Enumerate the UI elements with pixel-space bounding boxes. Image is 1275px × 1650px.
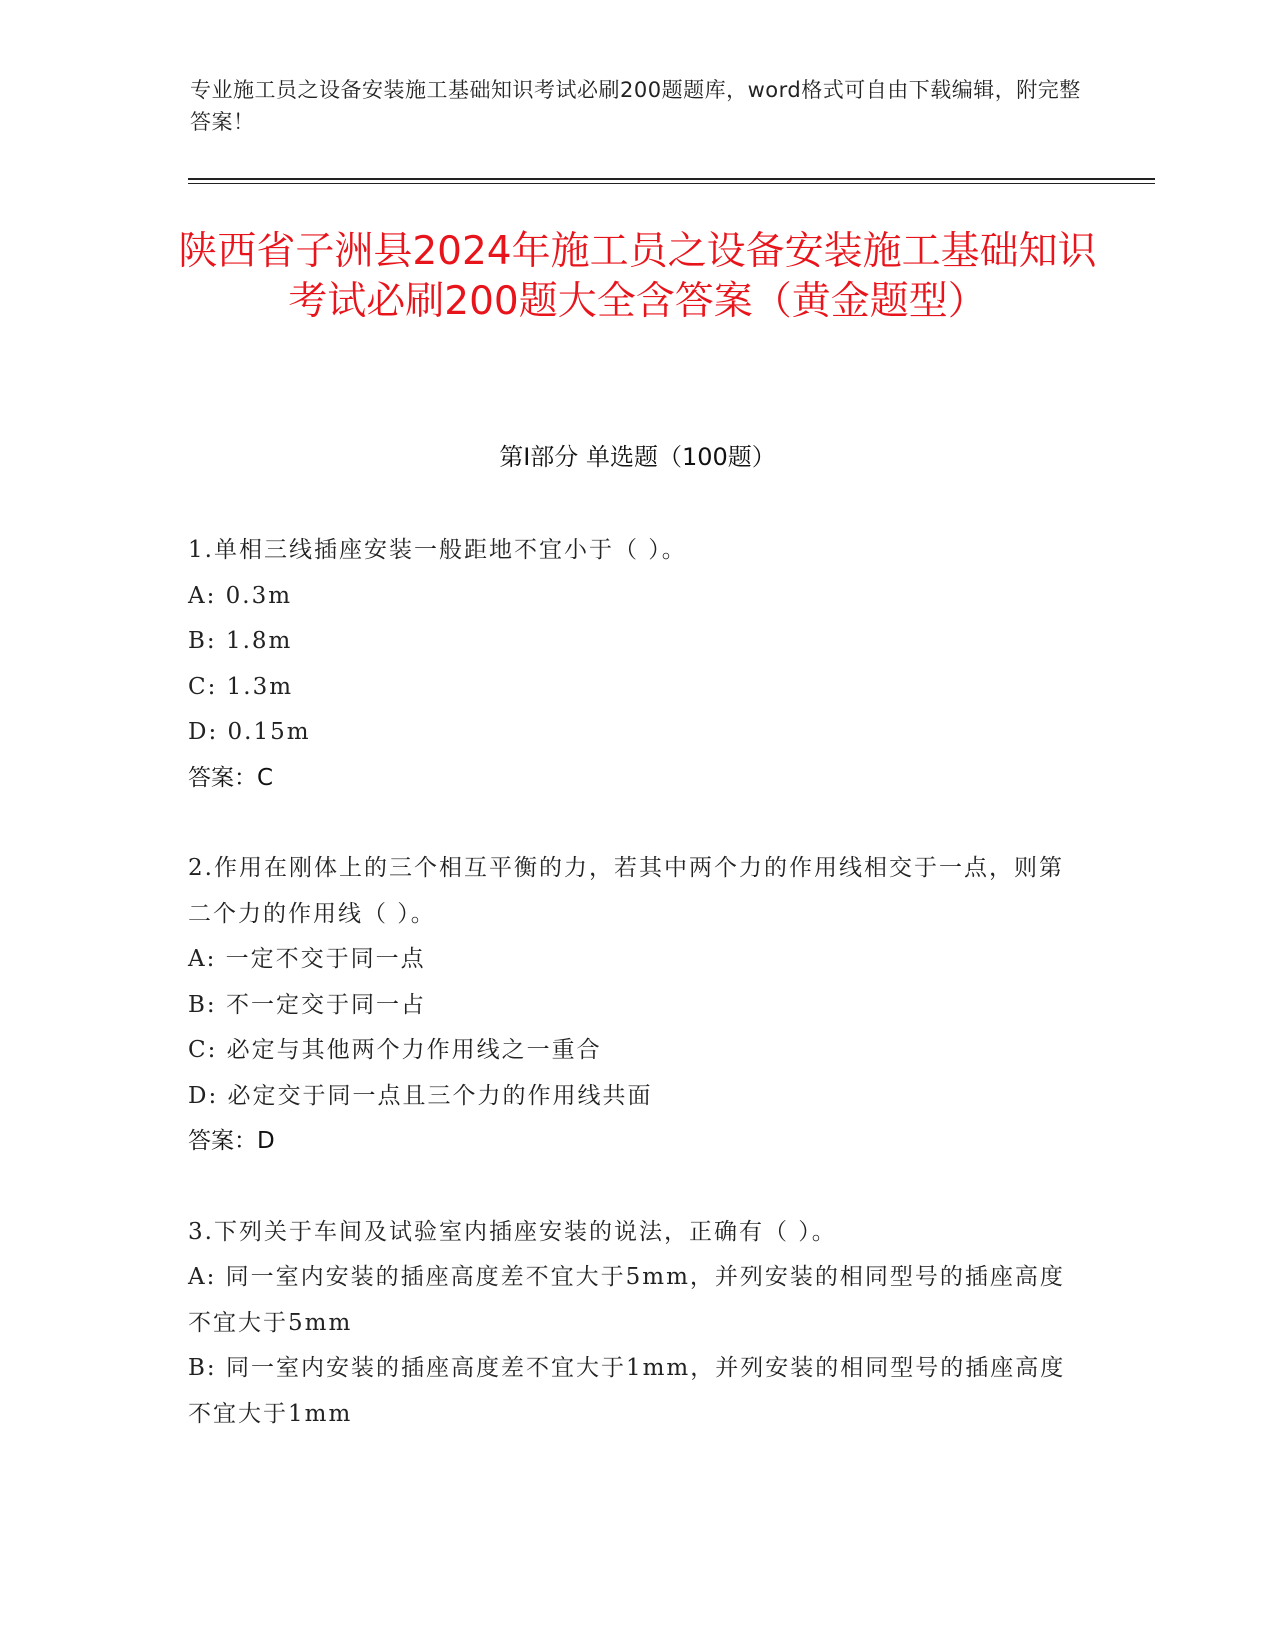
option-b: B: 不一定交于同一占 xyxy=(188,991,426,1018)
option-b: B: 同一室内安装的插座高度差不宜大于1mm，并列安装的相同型号的插座高度不宜大于1mm xyxy=(188,1355,1066,1427)
answer: 答案：C xyxy=(188,764,274,791)
option-a: A: 0.3m xyxy=(188,582,293,609)
question-2 xyxy=(188,846,1068,1165)
question-3 xyxy=(188,1210,1068,1438)
question-stem: 3.下列关于车间及试验室内插座安装的说法，正确有（ ）。 xyxy=(188,1218,837,1245)
answer: 答案：D xyxy=(188,1128,275,1154)
header-divider-thin xyxy=(188,183,1155,184)
option-d: D: 必定交于同一点且三个力的作用线共面 xyxy=(188,1082,653,1109)
question-1 xyxy=(188,528,1068,801)
question-list xyxy=(188,528,1068,1482)
option-c: C: 1.3m xyxy=(188,673,294,700)
option-b: B: 1.8m xyxy=(188,628,293,654)
header-divider-thick xyxy=(188,178,1155,180)
option-a: A: 同一室内安装的插座高度差不宜大于5mm，并列安装的相同型号的插座高度不宜大于5mm xyxy=(188,1264,1065,1336)
question-stem: 1.单相三线插座安装一般距地不宜小于（ ）。 xyxy=(188,537,687,563)
option-a: A: 一定不交于同一点 xyxy=(188,946,426,972)
section-heading: 第I部分 单选题（100题） xyxy=(499,443,776,471)
option-c: C: 必定与其他两个力作用线之一重合 xyxy=(188,1037,602,1063)
header-note: 专业施工员之设备安装施工基础知识考试必刷200题题库，word格式可自由下载编辑，附完整答案！ xyxy=(190,78,1081,134)
document-title: 陕西省子洲县2024年施工员之设备安装施工基础知识考试必刷200题大全含答案（黄金题型） xyxy=(178,229,1097,324)
question-stem: 2.作用在刚体上的三个相互平衡的力，若其中两个力的作用线相交于一点，则第二个力的作用线（ ）。 xyxy=(188,855,1064,927)
option-d: D: 0.15m xyxy=(188,719,311,745)
